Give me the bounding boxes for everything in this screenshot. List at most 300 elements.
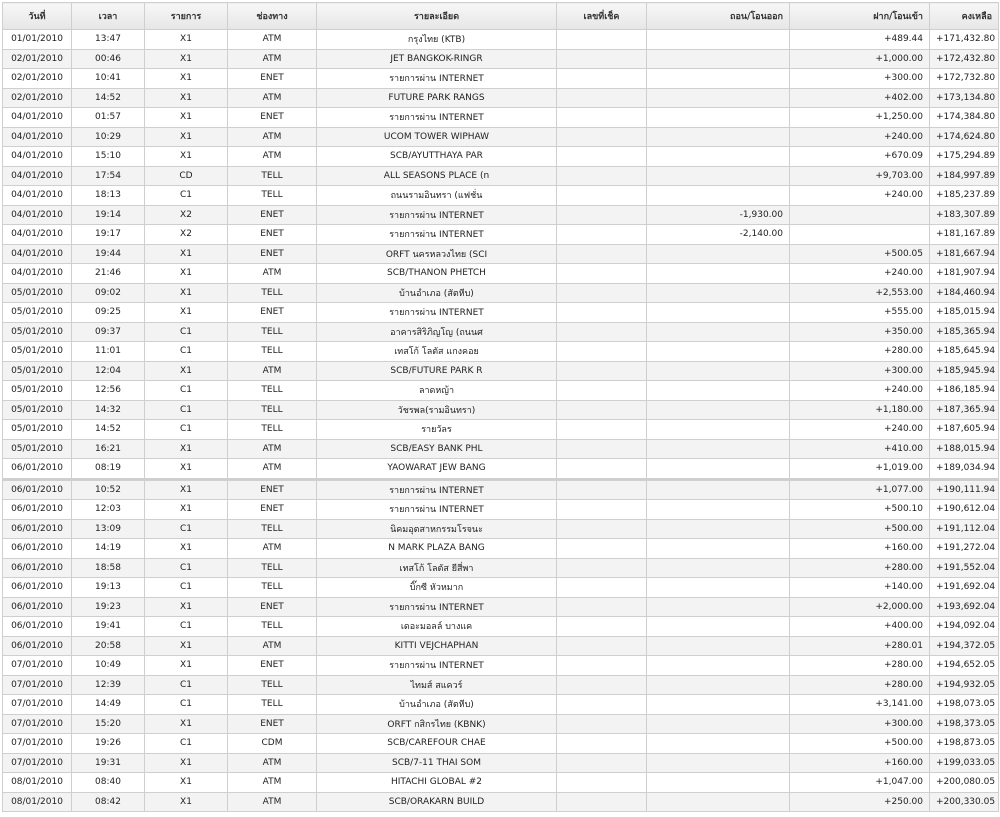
deposit-cell: +489.44 bbox=[790, 30, 930, 50]
withdraw-cell bbox=[647, 244, 790, 264]
channel-cell: ENET bbox=[228, 714, 317, 734]
table-row bbox=[3, 773, 999, 793]
balance-cell: +198,373.05 bbox=[930, 714, 999, 734]
deposit-cell: +350.00 bbox=[790, 322, 930, 342]
type-cell: X1 bbox=[145, 656, 228, 676]
table-row bbox=[3, 734, 999, 754]
detail-cell: YAOWARAT JEW BANG bbox=[317, 459, 557, 480]
date-cell: 06/01/2010 bbox=[3, 539, 72, 559]
deposit-cell: +300.00 bbox=[790, 361, 930, 381]
table-row bbox=[3, 69, 999, 89]
type-cell: C1 bbox=[145, 617, 228, 637]
table-row bbox=[3, 656, 999, 676]
date-cell: 05/01/2010 bbox=[3, 283, 72, 303]
withdraw-cell bbox=[647, 714, 790, 734]
type-cell: C1 bbox=[145, 420, 228, 440]
cheque-cell bbox=[557, 558, 647, 578]
table-row bbox=[3, 225, 999, 245]
table-row bbox=[3, 361, 999, 381]
channel-cell: TELL bbox=[228, 400, 317, 420]
detail-cell: รายการผ่าน INTERNET bbox=[317, 69, 557, 89]
date-cell: 05/01/2010 bbox=[3, 381, 72, 401]
type-cell: X1 bbox=[145, 597, 228, 617]
cheque-cell bbox=[557, 322, 647, 342]
deposit-cell: +500.00 bbox=[790, 519, 930, 539]
balance-cell: +181,907.94 bbox=[930, 264, 999, 284]
date-cell: 06/01/2010 bbox=[3, 479, 72, 500]
balance-cell: +189,034.94 bbox=[930, 459, 999, 480]
col-deposit-header: ฝาก/โอนเข้า bbox=[790, 3, 930, 30]
cheque-cell bbox=[557, 400, 647, 420]
deposit-cell: +9,703.00 bbox=[790, 166, 930, 186]
table-row bbox=[3, 792, 999, 812]
cheque-cell bbox=[557, 734, 647, 754]
channel-cell: ENET bbox=[228, 479, 317, 500]
detail-cell: ไทมส์ สแควร์ bbox=[317, 675, 557, 695]
channel-cell: ATM bbox=[228, 773, 317, 793]
deposit-cell: +2,000.00 bbox=[790, 597, 930, 617]
col-date-header: วันที่ bbox=[3, 3, 72, 30]
cheque-cell bbox=[557, 753, 647, 773]
deposit-cell: +280.01 bbox=[790, 636, 930, 656]
balance-cell: +172,732.80 bbox=[930, 69, 999, 89]
time-cell: 12:03 bbox=[72, 500, 145, 520]
deposit-cell: +280.00 bbox=[790, 558, 930, 578]
deposit-cell: +140.00 bbox=[790, 578, 930, 598]
withdraw-cell bbox=[647, 420, 790, 440]
table-row bbox=[3, 108, 999, 128]
type-cell: X1 bbox=[145, 108, 228, 128]
cheque-cell bbox=[557, 439, 647, 459]
withdraw-cell bbox=[647, 539, 790, 559]
type-cell: X1 bbox=[145, 792, 228, 812]
cheque-cell bbox=[557, 49, 647, 69]
time-cell: 14:32 bbox=[72, 400, 145, 420]
channel-cell: TELL bbox=[228, 578, 317, 598]
withdraw-cell bbox=[647, 773, 790, 793]
col-cheque-header: เลขที่เช็ค bbox=[557, 3, 647, 30]
type-cell: C1 bbox=[145, 558, 228, 578]
time-cell: 19:41 bbox=[72, 617, 145, 637]
cheque-cell bbox=[557, 500, 647, 520]
detail-cell: ลาดหญ้า bbox=[317, 381, 557, 401]
balance-cell: +198,073.05 bbox=[930, 695, 999, 715]
detail-cell: ALL SEASONS PLACE (n bbox=[317, 166, 557, 186]
time-cell: 14:19 bbox=[72, 539, 145, 559]
channel-cell: TELL bbox=[228, 342, 317, 362]
channel-cell: TELL bbox=[228, 695, 317, 715]
cheque-cell bbox=[557, 773, 647, 793]
deposit-cell: +3,141.00 bbox=[790, 695, 930, 715]
date-cell: 07/01/2010 bbox=[3, 656, 72, 676]
cheque-cell bbox=[557, 361, 647, 381]
cheque-cell bbox=[557, 283, 647, 303]
type-cell: X1 bbox=[145, 361, 228, 381]
channel-cell: TELL bbox=[228, 381, 317, 401]
withdraw-cell bbox=[647, 147, 790, 167]
table-row bbox=[3, 439, 999, 459]
date-cell: 05/01/2010 bbox=[3, 303, 72, 323]
detail-cell: บ้านอำเภอ (สัตหีบ) bbox=[317, 695, 557, 715]
withdraw-cell bbox=[647, 264, 790, 284]
table-row bbox=[3, 322, 999, 342]
date-cell: 04/01/2010 bbox=[3, 225, 72, 245]
type-cell: X1 bbox=[145, 539, 228, 559]
deposit-cell: +240.00 bbox=[790, 420, 930, 440]
detail-cell: SCB/EASY BANK PHL bbox=[317, 439, 557, 459]
deposit-cell: +555.00 bbox=[790, 303, 930, 323]
time-cell: 19:44 bbox=[72, 244, 145, 264]
cheque-cell bbox=[557, 108, 647, 128]
channel-cell: ATM bbox=[228, 361, 317, 381]
time-cell: 21:46 bbox=[72, 264, 145, 284]
withdraw-cell bbox=[647, 636, 790, 656]
col-balance-header: คงเหลือ bbox=[930, 3, 999, 30]
table-row bbox=[3, 283, 999, 303]
type-cell: CD bbox=[145, 166, 228, 186]
table-row bbox=[3, 186, 999, 206]
detail-cell: เทสโก้ โลตัส ยีสี่พา bbox=[317, 558, 557, 578]
cheque-cell bbox=[557, 303, 647, 323]
balance-cell: +187,365.94 bbox=[930, 400, 999, 420]
deposit-cell: +240.00 bbox=[790, 264, 930, 284]
table-row bbox=[3, 264, 999, 284]
withdraw-cell bbox=[647, 30, 790, 50]
channel-cell: TELL bbox=[228, 675, 317, 695]
time-cell: 13:09 bbox=[72, 519, 145, 539]
cheque-cell bbox=[557, 420, 647, 440]
detail-cell: UCOM TOWER WIPHAW bbox=[317, 127, 557, 147]
balance-cell: +171,432.80 bbox=[930, 30, 999, 50]
date-cell: 06/01/2010 bbox=[3, 617, 72, 637]
table-row bbox=[3, 49, 999, 69]
cheque-cell bbox=[557, 479, 647, 500]
balance-cell: +191,552.04 bbox=[930, 558, 999, 578]
withdraw-cell bbox=[647, 127, 790, 147]
cheque-cell bbox=[557, 636, 647, 656]
detail-cell: N MARK PLAZA BANG bbox=[317, 539, 557, 559]
deposit-cell: +1,180.00 bbox=[790, 400, 930, 420]
withdraw-cell bbox=[647, 753, 790, 773]
type-cell: X1 bbox=[145, 88, 228, 108]
detail-cell: SCB/THANON PHETCH bbox=[317, 264, 557, 284]
channel-cell: ENET bbox=[228, 597, 317, 617]
deposit-cell: +300.00 bbox=[790, 69, 930, 89]
channel-cell: TELL bbox=[228, 186, 317, 206]
time-cell: 12:04 bbox=[72, 361, 145, 381]
time-cell: 08:42 bbox=[72, 792, 145, 812]
table-row bbox=[3, 127, 999, 147]
table-row bbox=[3, 342, 999, 362]
deposit-cell: +280.00 bbox=[790, 342, 930, 362]
balance-cell: +187,605.94 bbox=[930, 420, 999, 440]
balance-cell: +188,015.94 bbox=[930, 439, 999, 459]
deposit-cell: +160.00 bbox=[790, 753, 930, 773]
type-cell: X1 bbox=[145, 69, 228, 89]
channel-cell: TELL bbox=[228, 322, 317, 342]
date-cell: 06/01/2010 bbox=[3, 636, 72, 656]
detail-cell: เทสโก้ โลตัส แกงคอย bbox=[317, 342, 557, 362]
cheque-cell bbox=[557, 69, 647, 89]
type-cell: C1 bbox=[145, 186, 228, 206]
table-row bbox=[3, 381, 999, 401]
date-cell: 07/01/2010 bbox=[3, 714, 72, 734]
balance-cell: +184,997.89 bbox=[930, 166, 999, 186]
withdraw-cell bbox=[647, 342, 790, 362]
channel-cell: ENET bbox=[228, 205, 317, 225]
cheque-cell bbox=[557, 30, 647, 50]
withdraw-cell bbox=[647, 695, 790, 715]
table-row bbox=[3, 166, 999, 186]
date-cell: 05/01/2010 bbox=[3, 342, 72, 362]
date-cell: 07/01/2010 bbox=[3, 734, 72, 754]
detail-cell: นิคมอุตสาหกรรมโรจนะ bbox=[317, 519, 557, 539]
table-row bbox=[3, 479, 999, 500]
type-cell: X1 bbox=[145, 283, 228, 303]
balance-cell: +172,432.80 bbox=[930, 49, 999, 69]
statement-table bbox=[2, 2, 999, 812]
table-row bbox=[3, 500, 999, 520]
detail-cell: รายการผ่าน INTERNET bbox=[317, 479, 557, 500]
deposit-cell: +300.00 bbox=[790, 714, 930, 734]
time-cell: 09:37 bbox=[72, 322, 145, 342]
cheque-cell bbox=[557, 578, 647, 598]
table-row bbox=[3, 578, 999, 598]
time-cell: 08:40 bbox=[72, 773, 145, 793]
detail-cell: รายการผ่าน INTERNET bbox=[317, 225, 557, 245]
detail-cell: FUTURE PARK RANGS bbox=[317, 88, 557, 108]
detail-cell: KITTI VEJCHAPHAN bbox=[317, 636, 557, 656]
channel-cell: ENET bbox=[228, 244, 317, 264]
withdraw-cell bbox=[647, 283, 790, 303]
deposit-cell: +240.00 bbox=[790, 381, 930, 401]
table-row bbox=[3, 400, 999, 420]
type-cell: X1 bbox=[145, 500, 228, 520]
withdraw-cell bbox=[647, 479, 790, 500]
type-cell: X1 bbox=[145, 244, 228, 264]
balance-cell: +190,111.94 bbox=[930, 479, 999, 500]
deposit-cell: +240.00 bbox=[790, 186, 930, 206]
type-cell: C1 bbox=[145, 381, 228, 401]
date-cell: 04/01/2010 bbox=[3, 186, 72, 206]
deposit-cell: +280.00 bbox=[790, 675, 930, 695]
date-cell: 04/01/2010 bbox=[3, 205, 72, 225]
type-cell: X2 bbox=[145, 225, 228, 245]
type-cell: C1 bbox=[145, 695, 228, 715]
cheque-cell bbox=[557, 147, 647, 167]
date-cell: 06/01/2010 bbox=[3, 578, 72, 598]
cheque-cell bbox=[557, 244, 647, 264]
time-cell: 09:02 bbox=[72, 283, 145, 303]
balance-cell: +199,033.05 bbox=[930, 753, 999, 773]
channel-cell: ATM bbox=[228, 127, 317, 147]
type-cell: C1 bbox=[145, 734, 228, 754]
balance-cell: +183,307.89 bbox=[930, 205, 999, 225]
detail-cell: JET BANGKOK-RINGR bbox=[317, 49, 557, 69]
detail-cell: กรุงไทย (KTB) bbox=[317, 30, 557, 50]
channel-cell: ATM bbox=[228, 30, 317, 50]
time-cell: 19:26 bbox=[72, 734, 145, 754]
time-cell: 12:39 bbox=[72, 675, 145, 695]
detail-cell: ORFT กสิกรไทย (KBNK) bbox=[317, 714, 557, 734]
balance-cell: +175,294.89 bbox=[930, 147, 999, 167]
deposit-cell: +280.00 bbox=[790, 656, 930, 676]
balance-cell: +194,372.05 bbox=[930, 636, 999, 656]
table-row bbox=[3, 88, 999, 108]
detail-cell: รายวัลร bbox=[317, 420, 557, 440]
channel-cell: ENET bbox=[228, 656, 317, 676]
withdraw-cell bbox=[647, 381, 790, 401]
detail-cell: รายการผ่าน INTERNET bbox=[317, 656, 557, 676]
table-row bbox=[3, 519, 999, 539]
channel-cell: ATM bbox=[228, 459, 317, 480]
time-cell: 08:19 bbox=[72, 459, 145, 480]
type-cell: X1 bbox=[145, 714, 228, 734]
type-cell: X1 bbox=[145, 439, 228, 459]
withdraw-cell bbox=[647, 166, 790, 186]
table-row bbox=[3, 30, 999, 50]
balance-cell: +185,645.94 bbox=[930, 342, 999, 362]
cheque-cell bbox=[557, 519, 647, 539]
deposit-cell: +500.00 bbox=[790, 734, 930, 754]
date-cell: 04/01/2010 bbox=[3, 127, 72, 147]
balance-cell: +198,873.05 bbox=[930, 734, 999, 754]
date-cell: 04/01/2010 bbox=[3, 166, 72, 186]
time-cell: 15:20 bbox=[72, 714, 145, 734]
deposit-cell: +1,019.00 bbox=[790, 459, 930, 480]
balance-cell: +200,330.05 bbox=[930, 792, 999, 812]
channel-cell: ATM bbox=[228, 439, 317, 459]
balance-cell: +191,112.04 bbox=[930, 519, 999, 539]
type-cell: C1 bbox=[145, 322, 228, 342]
balance-cell: +190,612.04 bbox=[930, 500, 999, 520]
balance-cell: +193,692.04 bbox=[930, 597, 999, 617]
withdraw-cell: -2,140.00 bbox=[647, 225, 790, 245]
date-cell: 01/01/2010 bbox=[3, 30, 72, 50]
withdraw-cell bbox=[647, 675, 790, 695]
withdraw-cell bbox=[647, 88, 790, 108]
balance-cell: +185,237.89 bbox=[930, 186, 999, 206]
channel-cell: CDM bbox=[228, 734, 317, 754]
date-cell: 04/01/2010 bbox=[3, 264, 72, 284]
deposit-cell: +1,047.00 bbox=[790, 773, 930, 793]
withdraw-cell bbox=[647, 734, 790, 754]
date-cell: 04/01/2010 bbox=[3, 147, 72, 167]
time-cell: 14:49 bbox=[72, 695, 145, 715]
time-cell: 11:01 bbox=[72, 342, 145, 362]
type-cell: X1 bbox=[145, 264, 228, 284]
type-cell: X1 bbox=[145, 753, 228, 773]
withdraw-cell bbox=[647, 792, 790, 812]
date-cell: 07/01/2010 bbox=[3, 695, 72, 715]
balance-cell: +194,932.05 bbox=[930, 675, 999, 695]
type-cell: X1 bbox=[145, 49, 228, 69]
deposit-cell: +160.00 bbox=[790, 539, 930, 559]
cheque-cell bbox=[557, 656, 647, 676]
deposit-cell bbox=[790, 225, 930, 245]
time-cell: 16:21 bbox=[72, 439, 145, 459]
col-type-header: รายการ bbox=[145, 3, 228, 30]
balance-cell: +181,167.89 bbox=[930, 225, 999, 245]
table-row bbox=[3, 303, 999, 323]
time-cell: 09:25 bbox=[72, 303, 145, 323]
withdraw-cell bbox=[647, 322, 790, 342]
detail-cell: รายการผ่าน INTERNET bbox=[317, 108, 557, 128]
withdraw-cell bbox=[647, 69, 790, 89]
detail-cell: รายการผ่าน INTERNET bbox=[317, 500, 557, 520]
channel-cell: ENET bbox=[228, 500, 317, 520]
type-cell: X1 bbox=[145, 30, 228, 50]
channel-cell: TELL bbox=[228, 283, 317, 303]
table-row bbox=[3, 558, 999, 578]
date-cell: 07/01/2010 bbox=[3, 753, 72, 773]
balance-cell: +194,652.05 bbox=[930, 656, 999, 676]
type-cell: X1 bbox=[145, 459, 228, 480]
channel-cell: TELL bbox=[228, 519, 317, 539]
date-cell: 05/01/2010 bbox=[3, 400, 72, 420]
detail-cell: รายการผ่าน INTERNET bbox=[317, 597, 557, 617]
withdraw-cell bbox=[647, 400, 790, 420]
table-row bbox=[3, 617, 999, 637]
date-cell: 05/01/2010 bbox=[3, 439, 72, 459]
type-cell: X1 bbox=[145, 479, 228, 500]
detail-cell: บ้านอำเภอ (สัตหีบ) bbox=[317, 283, 557, 303]
channel-cell: ATM bbox=[228, 264, 317, 284]
detail-cell: ORFT นครหลวงไทย (SCI bbox=[317, 244, 557, 264]
time-cell: 18:13 bbox=[72, 186, 145, 206]
table-row bbox=[3, 539, 999, 559]
deposit-cell: +2,553.00 bbox=[790, 283, 930, 303]
detail-cell: SCB/FUTURE PARK R bbox=[317, 361, 557, 381]
balance-cell: +173,134.80 bbox=[930, 88, 999, 108]
deposit-cell: +500.05 bbox=[790, 244, 930, 264]
channel-cell: ATM bbox=[228, 539, 317, 559]
time-cell: 14:52 bbox=[72, 88, 145, 108]
time-cell: 18:58 bbox=[72, 558, 145, 578]
deposit-cell bbox=[790, 205, 930, 225]
date-cell: 06/01/2010 bbox=[3, 558, 72, 578]
type-cell: X1 bbox=[145, 127, 228, 147]
channel-cell: ATM bbox=[228, 88, 317, 108]
deposit-cell: +250.00 bbox=[790, 792, 930, 812]
balance-cell: +186,185.94 bbox=[930, 381, 999, 401]
table-header bbox=[3, 3, 999, 30]
deposit-cell: +402.00 bbox=[790, 88, 930, 108]
withdraw-cell bbox=[647, 500, 790, 520]
withdraw-cell: -1,930.00 bbox=[647, 205, 790, 225]
type-cell: C1 bbox=[145, 400, 228, 420]
cheque-cell bbox=[557, 792, 647, 812]
withdraw-cell bbox=[647, 303, 790, 323]
time-cell: 13:47 bbox=[72, 30, 145, 50]
detail-cell: รายการผ่าน INTERNET bbox=[317, 205, 557, 225]
type-cell: X1 bbox=[145, 773, 228, 793]
detail-cell: วัชรพล(รามอินทรา) bbox=[317, 400, 557, 420]
date-cell: 08/01/2010 bbox=[3, 792, 72, 812]
withdraw-cell bbox=[647, 49, 790, 69]
table-body bbox=[3, 30, 999, 812]
time-cell: 17:54 bbox=[72, 166, 145, 186]
deposit-cell: +1,077.00 bbox=[790, 479, 930, 500]
date-cell: 05/01/2010 bbox=[3, 322, 72, 342]
balance-cell: +184,460.94 bbox=[930, 283, 999, 303]
time-cell: 19:23 bbox=[72, 597, 145, 617]
table-row bbox=[3, 695, 999, 715]
cheque-cell bbox=[557, 675, 647, 695]
withdraw-cell bbox=[647, 578, 790, 598]
channel-cell: ATM bbox=[228, 636, 317, 656]
balance-cell: +200,080.05 bbox=[930, 773, 999, 793]
